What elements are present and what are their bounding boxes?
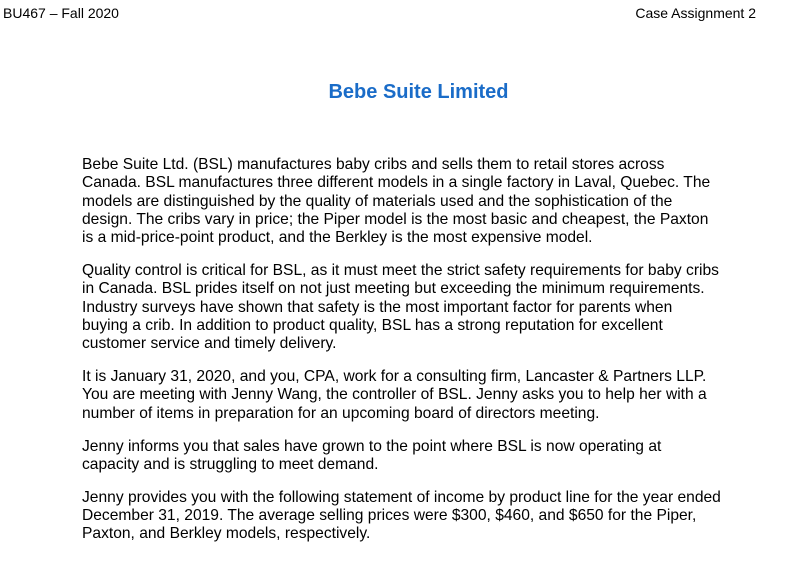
paragraph-quality-control: Quality control is critical for BSL, as it must meet the strict safety requirements for baby cribs in Canada. BSL prides itself on not just meeting but exceeding the minimum requirements. Industry surveys have shown that safety is the most important factor for parents when buying a crib. In addition to product quality, BSL has a strong reputation for excellent customer service and timely delivery.	[82, 262, 719, 353]
paragraph-capacity: Jenny informs you that sales have grown to the point where BSL is now operating at capacity and is struggling to meet demand.	[82, 437, 662, 473]
document-title: Bebe Suite Limited	[328, 81, 509, 103]
assignment-header: Case Assignment 2	[635, 5, 756, 21]
document-body	[82, 156, 722, 558]
paragraph-meeting: It is January 31, 2020, and you, CPA, work for a consulting firm, Lancaster & Partners LLP. You are meeting with Jenny Wang, the controller of BSL. Jenny asks you to help her with a number of items in preparation for an upcoming board of directors meeting.	[82, 368, 707, 422]
course-header: BU467 – Fall 2020	[3, 5, 119, 21]
paragraph-intro: Bebe Suite Ltd. (BSL) manufactures baby cribs and sells them to retail stores across Canada. BSL manufactures three different models in a single factory in Laval, Quebec. The models are distinguished by the quality of materials used and the sophistication of the design. The cribs vary in price; the Piper model is the most basic and cheapest, the Paxton is a mid-price-point product, and the Berkley is the most expensive model.	[82, 156, 711, 247]
paragraph-income-statement: Jenny provides you with the following statement of income by product line for the year ended December 31, 2019. The average selling prices were $300, $460, and $650 for the Piper, Paxton, and Berkley models, respectively.	[82, 488, 721, 543]
